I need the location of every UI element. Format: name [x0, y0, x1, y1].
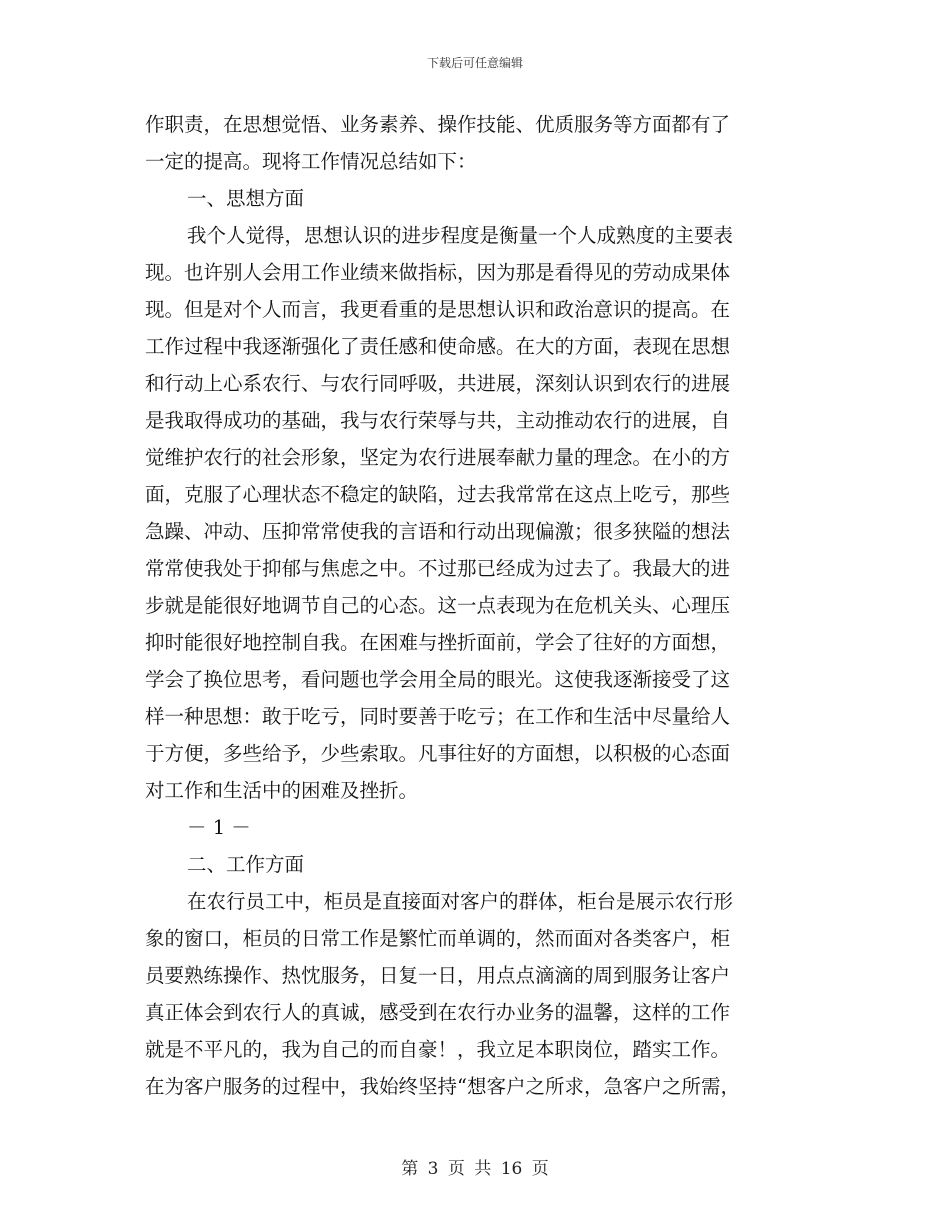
document-body: [145, 106, 805, 1105]
text-line: 现。也许别人会用工作业绩来做指标，因为那是看得见的劳动成果体: [145, 261, 731, 284]
text-line: 员要熟练操作、热忱服务，日复一日，用点点滴滴的周到服务让客户: [145, 964, 731, 987]
text-line: 作职责，在思想觉悟、业务素养、操作技能、优质服务等方面都有了: [145, 113, 731, 136]
text-line: 一定的提高。现将工作情况总结如下：: [145, 150, 477, 173]
text-line: 面，克服了心理状态不稳定的缺陷，过去我常常在这点上吃亏，那些: [145, 483, 731, 506]
text-line: 觉维护农行的社会形象，坚定为农行进展奉献力量的理念。在小的方: [145, 446, 731, 469]
text-line: 于方便，多些给予，少些索取。凡事往好的方面想，以积极的心态面: [145, 742, 731, 765]
text-line: 真正体会到农行人的真诚，感受到在农行办业务的温馨，这样的工作: [145, 1001, 731, 1024]
text-line: 步就是能很好地调节自己的心态。这一点表现为在危机关头、心理压: [145, 594, 731, 617]
text-line: 是我取得成功的基础，我与农行荣辱与共，主动推动农行的进展，自: [145, 409, 731, 432]
text-line: － 1 －: [187, 816, 251, 839]
header-note: 下载后可任意编辑: [426, 56, 523, 70]
text-line: 现。但是对个人而言，我更看重的是思想认识和政治意识的提高。在: [145, 298, 731, 321]
text-line: 抑时能很好地控制自我。在困难与挫折面前，学会了往好的方面想，: [145, 631, 731, 654]
text-line: 象的窗口，柜员的日常工作是繁忙而单调的，然而面对各类客户，柜: [145, 927, 731, 950]
text-line: 学会了换位思考，看问题也学会用全局的眼光。这使我逐渐接受了这: [145, 668, 731, 691]
text-line: 一、思想方面: [187, 187, 305, 210]
text-line: 工作过程中我逐渐强化了责任感和使命感。在大的方面，表现在思想: [145, 335, 731, 358]
text-line: 在为客户服务的过程中，我始终坚持“想客户之所求，急客户之所需，: [145, 1075, 740, 1098]
text-line: 样一种思想：敢于吃亏，同时要善于吃亏；在工作和生活中尽量给人: [145, 705, 731, 728]
text-line: 我个人觉得，思想认识的进步程度是衡量一个人成熟度的主要表: [187, 224, 734, 247]
text-line: 和行动上心系农行、与农行同呼吸，共进展，深刻认识到农行的进展: [145, 372, 731, 395]
page-number-footer: 第 3 页 共 16 页: [401, 1159, 549, 1179]
text-line: 急躁、冲动、压抑常常使我的言语和行动出现偏激；很多狭隘的想法: [145, 520, 731, 543]
text-line: 常常使我处于抑郁与焦虑之中。不过那已经成为过去了。我最大的进: [145, 557, 731, 580]
text-line: 对工作和生活中的困难及挫折。: [145, 779, 419, 802]
text-line: 在农行员工中，柜员是直接面对客户的群体，柜台是展示农行形: [187, 890, 734, 913]
text-line: 就是不平凡的，我为自己的而自豪！，我立足本职岗位，踏实工作。: [145, 1038, 731, 1061]
text-line: 二、工作方面: [187, 853, 305, 876]
